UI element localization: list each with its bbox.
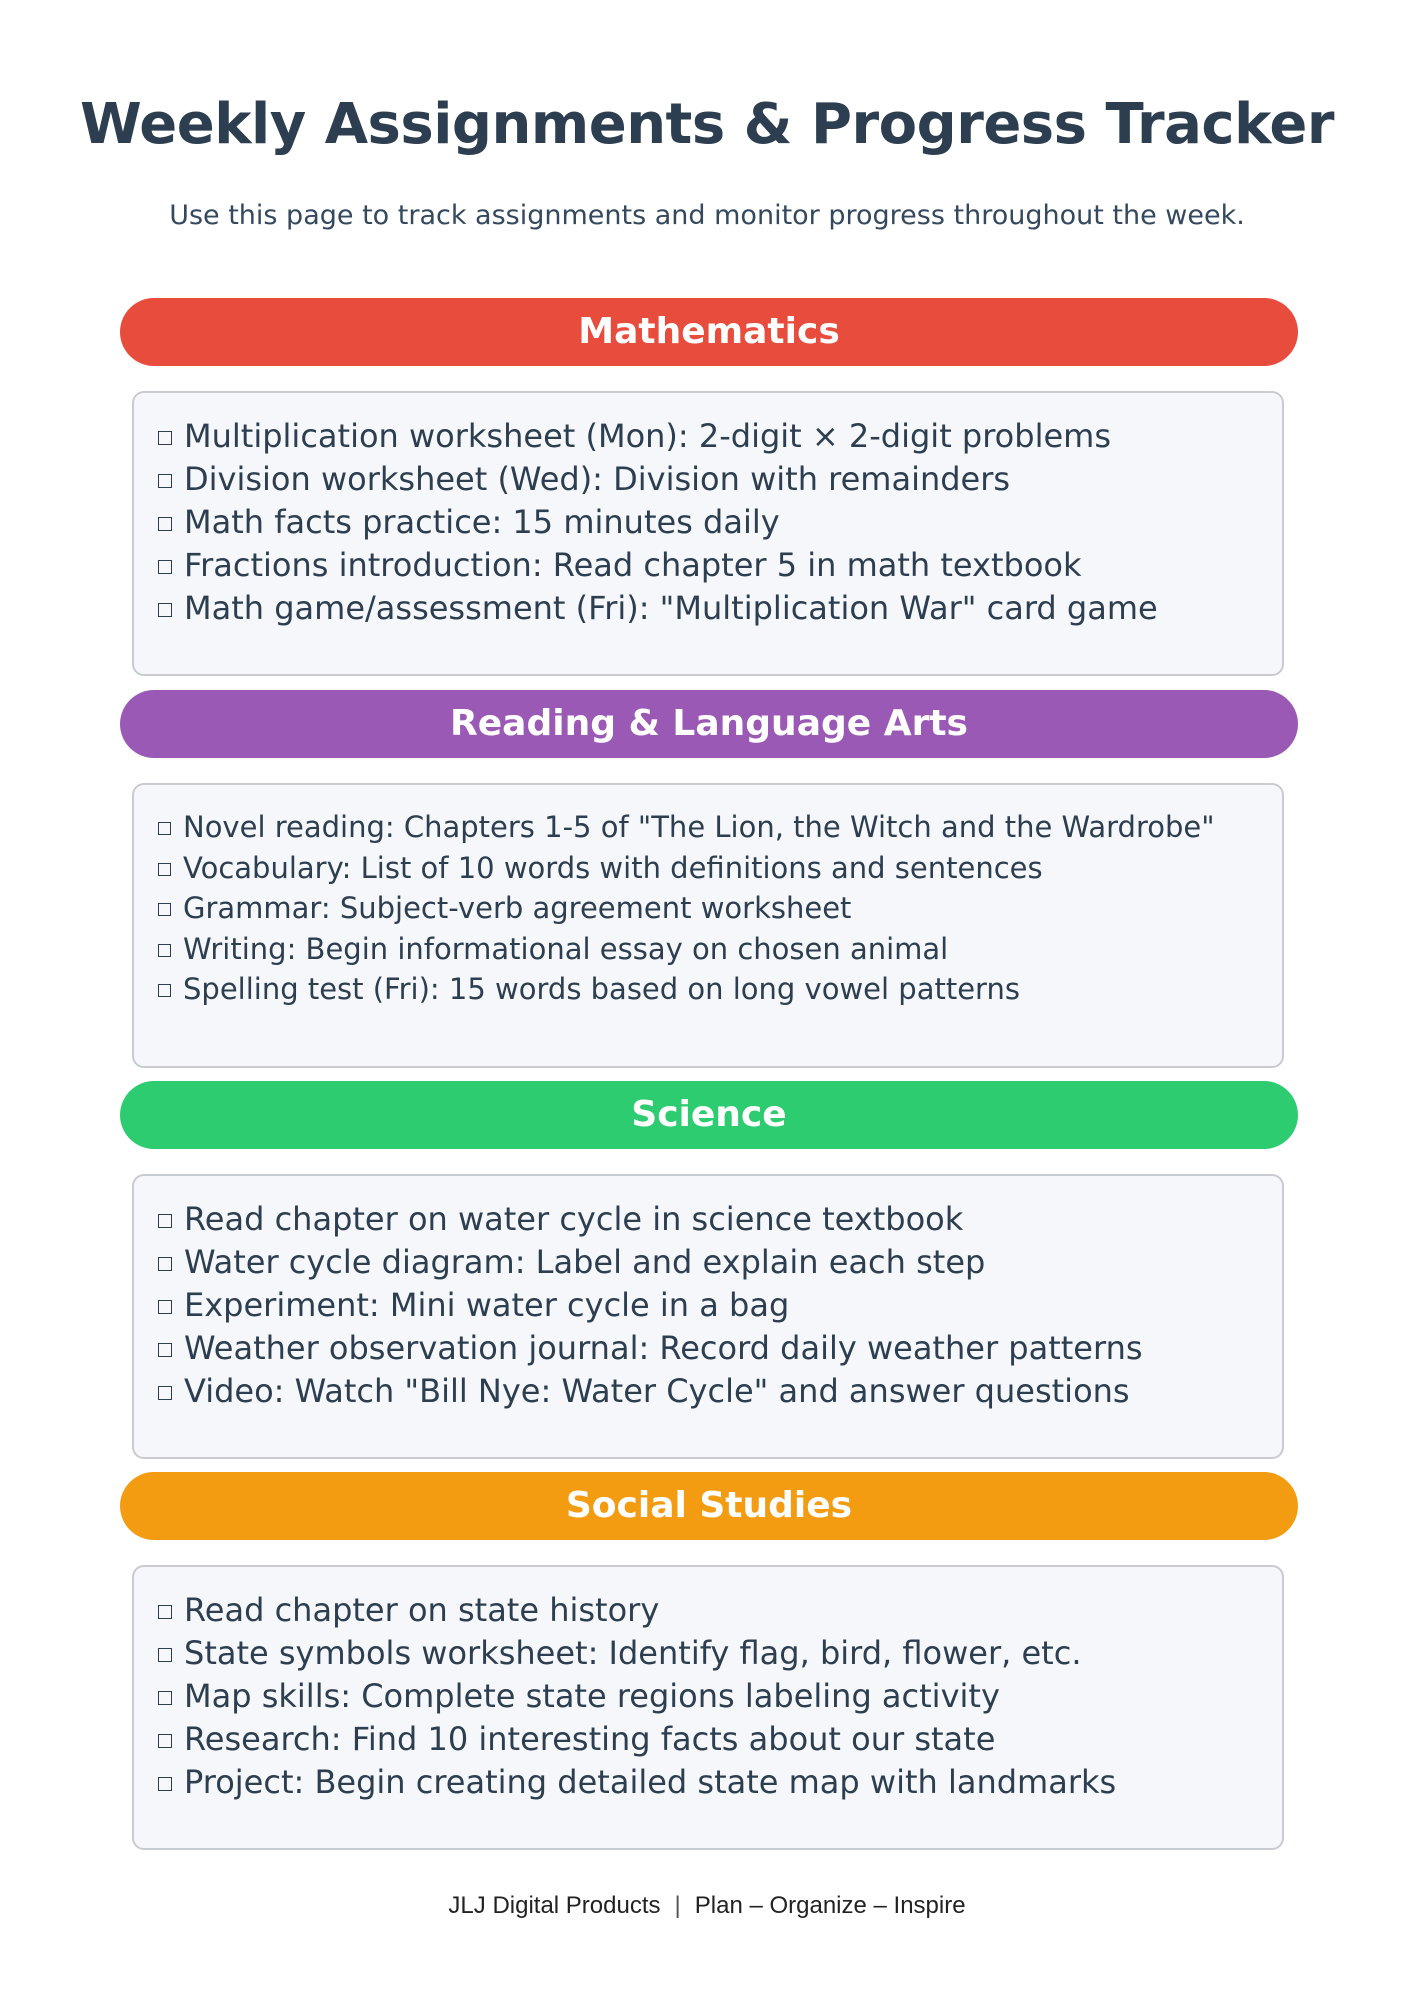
task-text: Novel reading: Chapters 1-5 of "The Lion, the Witch and the Wardrobe" [183, 810, 1215, 844]
task-item [158, 1198, 1258, 1241]
section-box-mathematics [132, 391, 1284, 676]
checkbox-icon[interactable] [158, 1257, 172, 1271]
checkbox-icon[interactable] [158, 517, 172, 531]
checkbox-icon[interactable] [158, 863, 171, 876]
checkbox-icon[interactable] [158, 603, 172, 617]
checkbox-icon[interactable] [158, 1777, 172, 1791]
task-item [158, 888, 1258, 929]
task-text: Spelling test (Fri): 15 words based on long vowel patterns [183, 972, 1020, 1006]
section-title: Mathematics [578, 311, 840, 352]
task-item [158, 1284, 1258, 1327]
task-text: Multiplication worksheet (Mon): 2-digit × 2-digit problems [184, 417, 1111, 455]
section-header-mathematics [120, 298, 1298, 366]
checkbox-icon[interactable] [158, 1605, 172, 1619]
task-item [158, 1632, 1258, 1675]
task-item [158, 501, 1258, 544]
task-item [158, 1241, 1258, 1284]
checkbox-icon[interactable] [158, 1648, 172, 1662]
task-text: Project: Begin creating detailed state map with landmarks [184, 1763, 1117, 1801]
task-text: Water cycle diagram: Label and explain each step [184, 1243, 986, 1281]
task-text: Math facts practice: 15 minutes daily [184, 503, 780, 541]
checkbox-icon[interactable] [158, 474, 172, 488]
task-item [158, 587, 1258, 630]
section-box-reading [132, 783, 1284, 1068]
task-text: Vocabulary: List of 10 words with definitions and sentences [183, 850, 1043, 885]
checkbox-icon[interactable] [158, 822, 171, 835]
section-title: Science [631, 1094, 787, 1135]
footer [0, 1892, 1414, 1920]
task-text: Video: Watch "Bill Nye: Water Cycle" and answer questions [184, 1372, 1130, 1410]
section-header-science [120, 1081, 1298, 1149]
section-header-social-studies [120, 1472, 1298, 1540]
section-header-reading [120, 690, 1298, 758]
task-item [158, 1327, 1258, 1370]
section-title: Social Studies [565, 1485, 853, 1526]
checkbox-icon[interactable] [158, 984, 171, 997]
task-item [158, 848, 1258, 889]
task-text: Weather observation journal: Record daily weather patterns [184, 1329, 1143, 1367]
task-item [158, 1718, 1258, 1761]
checkbox-icon[interactable] [158, 431, 172, 445]
footer-tagline: Plan – Organize – Inspire [694, 1892, 966, 1919]
section-title: Reading & Language Arts [450, 703, 968, 744]
checkbox-icon[interactable] [158, 944, 171, 957]
section-box-social-studies [132, 1565, 1284, 1850]
task-text: Research: Find 10 interesting facts about our state [184, 1720, 996, 1758]
task-text: Math game/assessment (Fri): "Multiplication War" card game [184, 589, 1158, 627]
footer-brand: JLJ Digital Products [448, 1892, 661, 1919]
checkbox-icon[interactable] [158, 1386, 172, 1400]
task-text: Experiment: Mini water cycle in a bag [184, 1286, 790, 1324]
task-item [158, 929, 1258, 970]
task-text: Read chapter on state history [184, 1591, 660, 1629]
task-item [158, 969, 1258, 1010]
task-text: Grammar: Subject-verb agreement worksheet [183, 891, 852, 925]
checkbox-icon[interactable] [158, 1734, 172, 1748]
checkbox-icon[interactable] [158, 1300, 172, 1314]
task-item [158, 807, 1258, 848]
task-text: State symbols worksheet: Identify flag, bird, flower, etc. [184, 1634, 1082, 1672]
task-item [158, 1761, 1258, 1804]
task-text: Division worksheet (Wed): Division with remainders [184, 460, 1011, 498]
task-item [158, 415, 1258, 458]
task-item [158, 1370, 1258, 1413]
checkbox-icon[interactable] [158, 903, 171, 916]
task-item [158, 1589, 1258, 1632]
footer-separator: | [674, 1892, 681, 1919]
task-item [158, 1675, 1258, 1718]
checkbox-icon[interactable] [158, 1214, 172, 1228]
task-text: Writing: Begin informational essay on chosen animal [183, 931, 949, 966]
task-text: Read chapter on water cycle in science textbook [184, 1200, 964, 1238]
task-item [158, 544, 1258, 587]
task-text: Map skills: Complete state regions labeling activity [184, 1677, 1000, 1715]
checkbox-icon[interactable] [158, 1691, 172, 1705]
page-subtitle: Use this page to track assignments and monitor progress throughout the week. [169, 200, 1245, 231]
checkbox-icon[interactable] [158, 1343, 172, 1357]
task-item [158, 458, 1258, 501]
task-text: Fractions introduction: Read chapter 5 in math textbook [184, 546, 1082, 584]
section-box-science [132, 1174, 1284, 1459]
page-title: Weekly Assignments & Progress Tracker [80, 92, 1334, 157]
checkbox-icon[interactable] [158, 560, 172, 574]
